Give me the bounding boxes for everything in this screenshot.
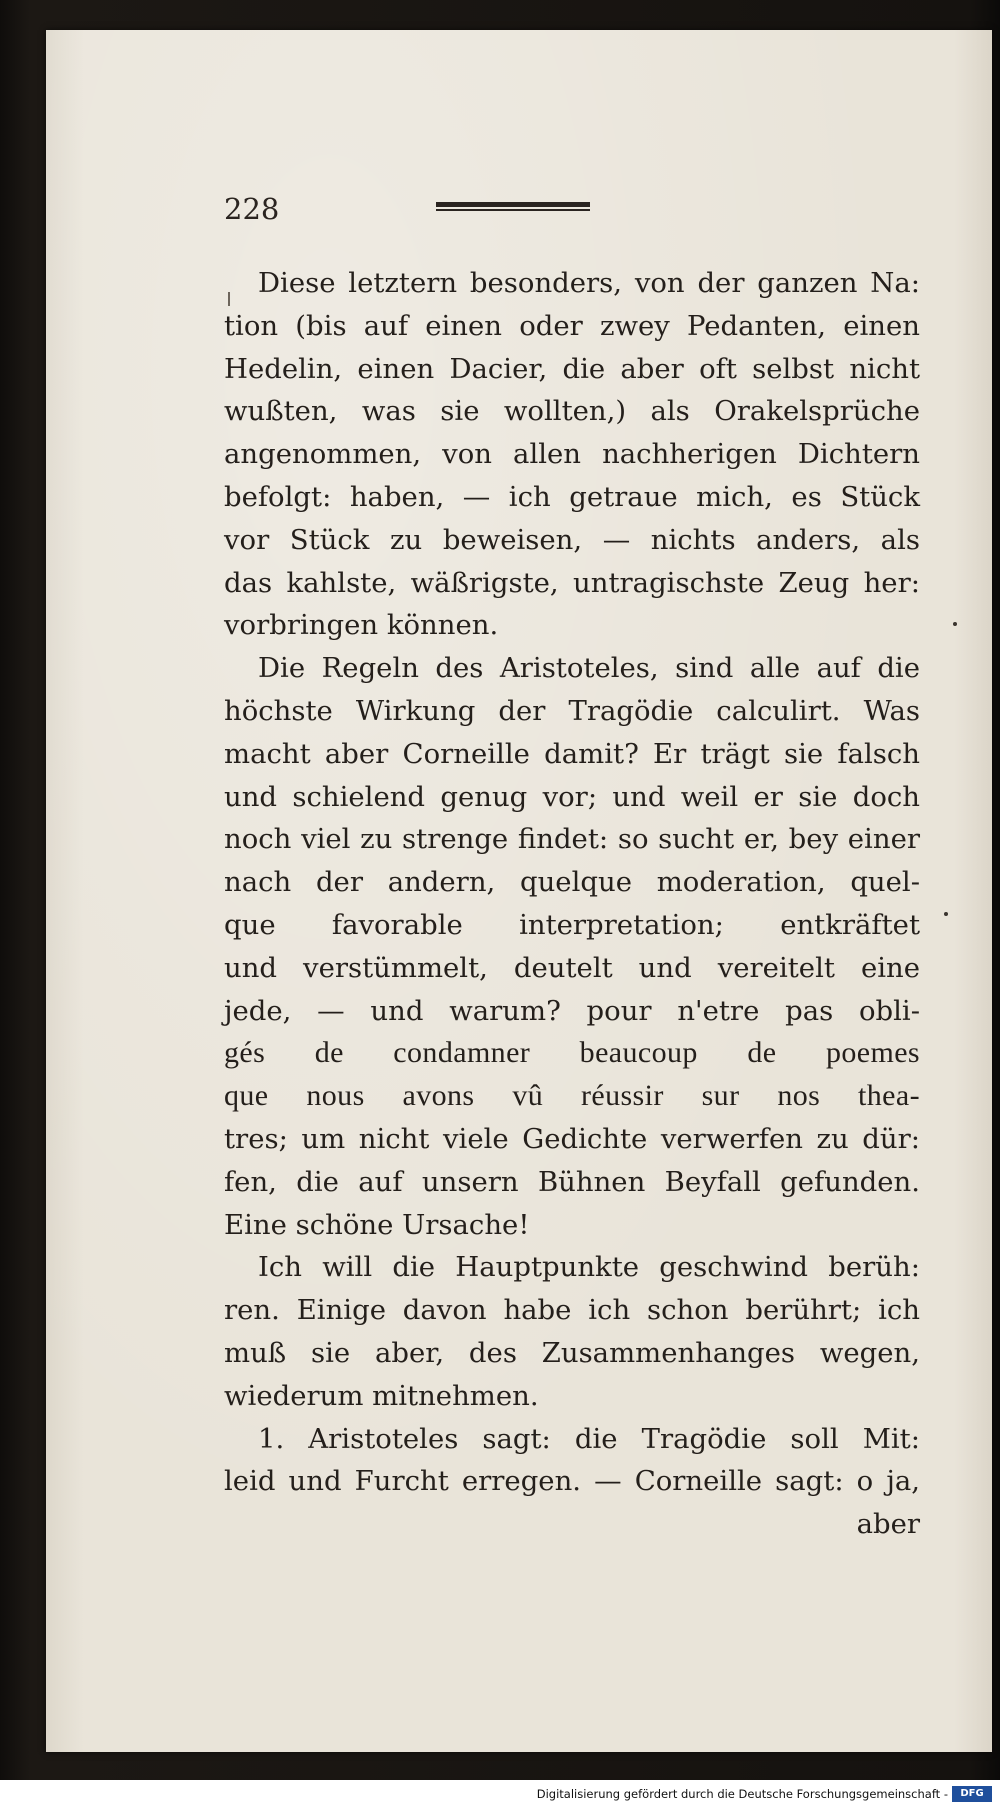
text-line: Hedelin, einen Dacier, die aber oft selbst nicht: [224, 352, 920, 385]
text-line: fen, die auf unsern Bühnen Beyfall gefunden.: [224, 1165, 920, 1198]
text-line: gés de condamner beaucoup de poemes: [224, 1036, 920, 1070]
text-line: que favorable interpretation; entkräftet: [224, 908, 920, 941]
text-line: Diese letztern besonders, von der ganzen Na:: [258, 267, 920, 299]
text-line: que nous avons vû réussir sur nos thea-: [224, 1079, 920, 1113]
text-line: Eine schöne Ursache!: [224, 1208, 530, 1241]
text-line: wiederum mitnehmen.: [224, 1379, 539, 1412]
text-line: tion (bis auf einen oder zwey Pedanten, einen: [224, 309, 920, 342]
digitization-credit: Digitalisierung gefördert durch die Deutsche Forschungsgemeinschaft -: [536, 1787, 948, 1801]
text-line: noch viel zu strenge findet: so sucht er, bey einer: [224, 823, 920, 856]
page-number: 228: [224, 192, 280, 226]
text-line: befolgt: haben, — ich getraue mich, es Stück: [224, 480, 920, 513]
catchword: aber: [856, 1508, 920, 1541]
margin-dot: [944, 912, 948, 916]
text-line: wußten, was sie wollten,) als Orakelsprüche: [224, 395, 920, 428]
text-line: leid und Furcht erregen. — Corneille sagt: o ja,: [224, 1465, 920, 1498]
text-line: jede, — und warum? pour n'etre pas obli-: [224, 994, 920, 1027]
text-line: 1. Aristoteles sagt: die Tragödie soll Mit:: [258, 1422, 920, 1455]
text-line: vorbringen können.: [224, 609, 499, 642]
text-line: nach der andern, quelque moderation, quel-: [224, 866, 920, 899]
text-line: und schielend genug vor; und weil er sie doch: [224, 780, 920, 813]
margin-dot: [953, 622, 957, 626]
header-ornament-rule: [436, 202, 590, 211]
text-line: angenommen, von allen nachherigen Dichtern: [224, 438, 920, 471]
text-line: höchste Wirkung der Tragödie calculirt. Was: [224, 694, 920, 727]
text-line: macht aber Corneille damit? Er trägt sie falsch: [224, 737, 920, 770]
text-line: ren. Einige davon habe ich schon berührt; ich: [224, 1294, 920, 1327]
body-text: [224, 262, 920, 1546]
text-line: vor Stück zu beweisen, — nichts anders, als: [224, 523, 920, 556]
text-line: das kahlste, wäßrigste, untragischste Zeug her:: [224, 566, 920, 599]
digitization-footer: [0, 1780, 1000, 1811]
text-line: muß sie aber, des Zusammenhanges wegen,: [224, 1336, 920, 1369]
page-header: [224, 172, 924, 232]
text-line: Ich will die Hauptpunkte geschwind berüh:: [258, 1251, 920, 1284]
text-line: und verstümmelt, deutelt und vereitelt eine: [224, 951, 920, 984]
text-line: tres; um nicht viele Gedichte verwerfen zu dür:: [224, 1122, 920, 1155]
text-line: Die Regeln des Aristoteles, sind alle auf die: [258, 652, 920, 685]
dfg-logo: DFG: [952, 1786, 992, 1802]
